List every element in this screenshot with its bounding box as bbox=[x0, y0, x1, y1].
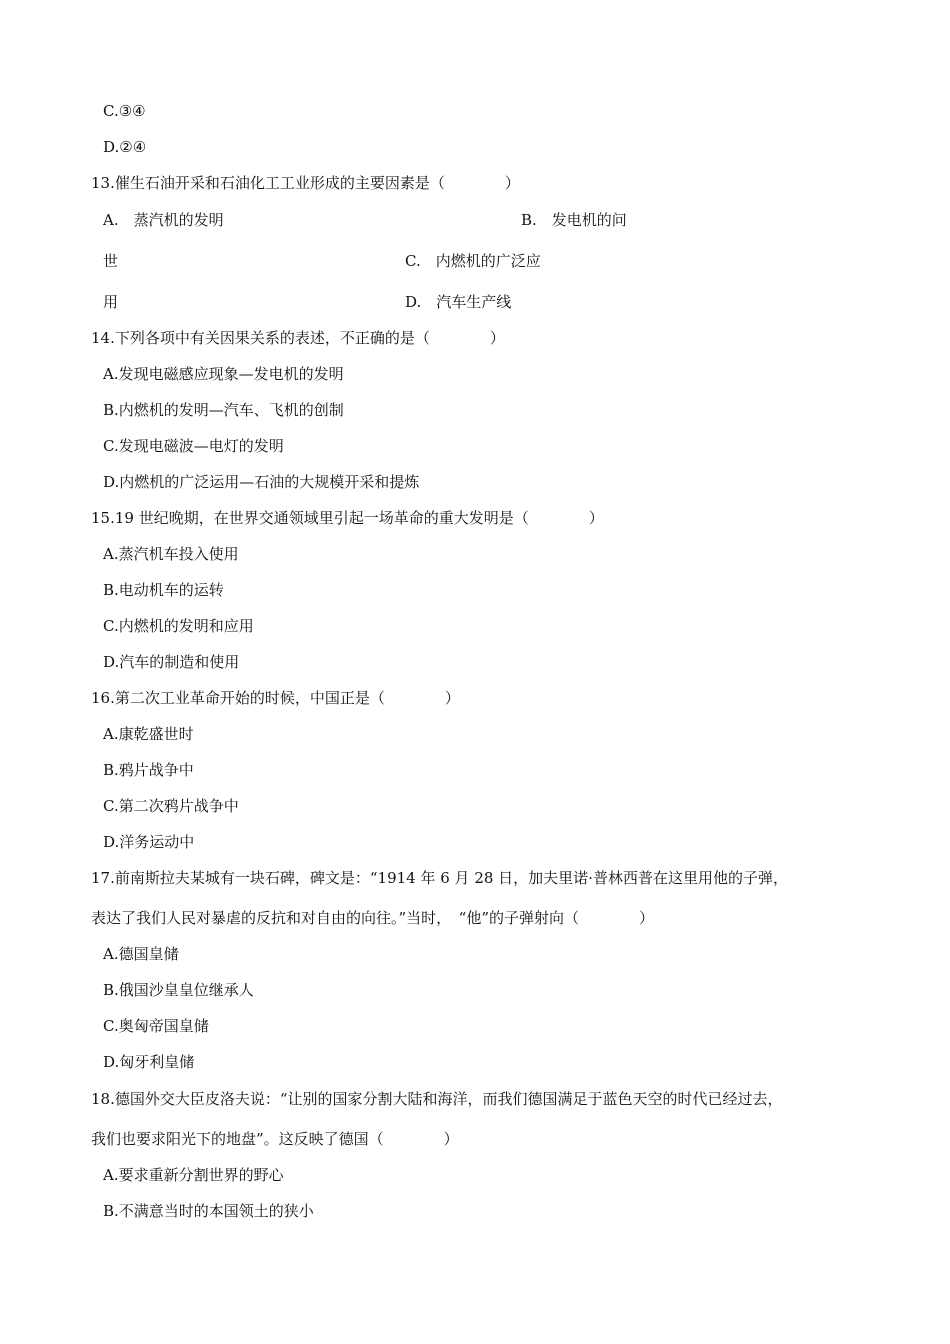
option-b-q17: B.俄国沙皇皇位继承人 bbox=[103, 981, 254, 999]
option-a-q16: A.康乾盛世时 bbox=[103, 725, 194, 743]
option-c-q13-wrap: 用 bbox=[103, 293, 119, 311]
option-c-q12: C.③④ bbox=[103, 102, 146, 120]
question-18: 18.德国外交大臣皮洛夫说：“让别的国家分割大陆和海洋，而我们德国满足于蓝色天空的时代已经过去， bbox=[91, 1090, 783, 1108]
question-15: 15.19 世纪晚期，在世界交通领域里引起一场革命的重大发明是（ ） bbox=[91, 509, 604, 527]
option-b-q13: B. 发电机的问 bbox=[521, 211, 627, 229]
option-d-q15: D.汽车的制造和使用 bbox=[103, 653, 240, 671]
option-b-q16: B.鸦片战争中 bbox=[103, 761, 194, 779]
question-18-cont: 我们也要求阳光下的地盘”。这反映了德国（ ） bbox=[91, 1130, 459, 1148]
option-b-q18: B.不满意当时的本国领土的狭小 bbox=[103, 1202, 314, 1220]
option-d-q16: D.洋务运动中 bbox=[103, 833, 195, 851]
option-d-q13: D. 汽车生产线 bbox=[405, 293, 512, 311]
option-d-q17: D.匈牙利皇储 bbox=[103, 1053, 195, 1071]
question-13: 13.催生石油开采和石油化工工业形成的主要因素是（ ） bbox=[91, 174, 520, 192]
question-14: 14.下列各项中有关因果关系的表述，不正确的是（ ） bbox=[91, 329, 505, 347]
option-c-q14: C.发现电磁波—电灯的发明 bbox=[103, 437, 284, 455]
option-a-q14: A.发现电磁感应现象—发电机的发明 bbox=[103, 365, 344, 383]
option-b-q15: B.电动机车的运转 bbox=[103, 581, 224, 599]
option-c-q16: C.第二次鸦片战争中 bbox=[103, 797, 239, 815]
option-d-q12: D.②④ bbox=[103, 138, 147, 156]
option-c-q17: C.奥匈帝国皇储 bbox=[103, 1017, 209, 1035]
question-17: 17.前南斯拉夫某城有一块石碑，碑文是：“1914 年 6 月 28 日，加夫里诺·普林西普在这里用他的子弹， bbox=[91, 869, 788, 887]
question-16: 16.第二次工业革命开始的时候，中国正是（ ） bbox=[91, 689, 460, 707]
option-b-q14: B.内燃机的发明—汽车、飞机的创制 bbox=[103, 401, 344, 419]
option-a-q15: A.蒸汽机车投入使用 bbox=[103, 545, 239, 563]
option-a-q13: A. 蒸汽机的发明 bbox=[103, 211, 224, 229]
option-a-q18: A.要求重新分割世界的野心 bbox=[103, 1166, 284, 1184]
option-a-q17: A.德国皇储 bbox=[103, 945, 179, 963]
option-d-q14: D.内燃机的广泛运用—石油的大规模开采和提炼 bbox=[103, 473, 420, 491]
question-17-cont: 表达了我们人民对暴虐的反抗和对自由的向往。”当时， “他”的子弹射向（ ） bbox=[91, 909, 655, 927]
option-c-q15: C.内燃机的发明和应用 bbox=[103, 617, 254, 635]
option-b-q13-wrap: 世 bbox=[103, 252, 119, 270]
option-c-q13: C. 内燃机的广泛应 bbox=[405, 252, 541, 270]
